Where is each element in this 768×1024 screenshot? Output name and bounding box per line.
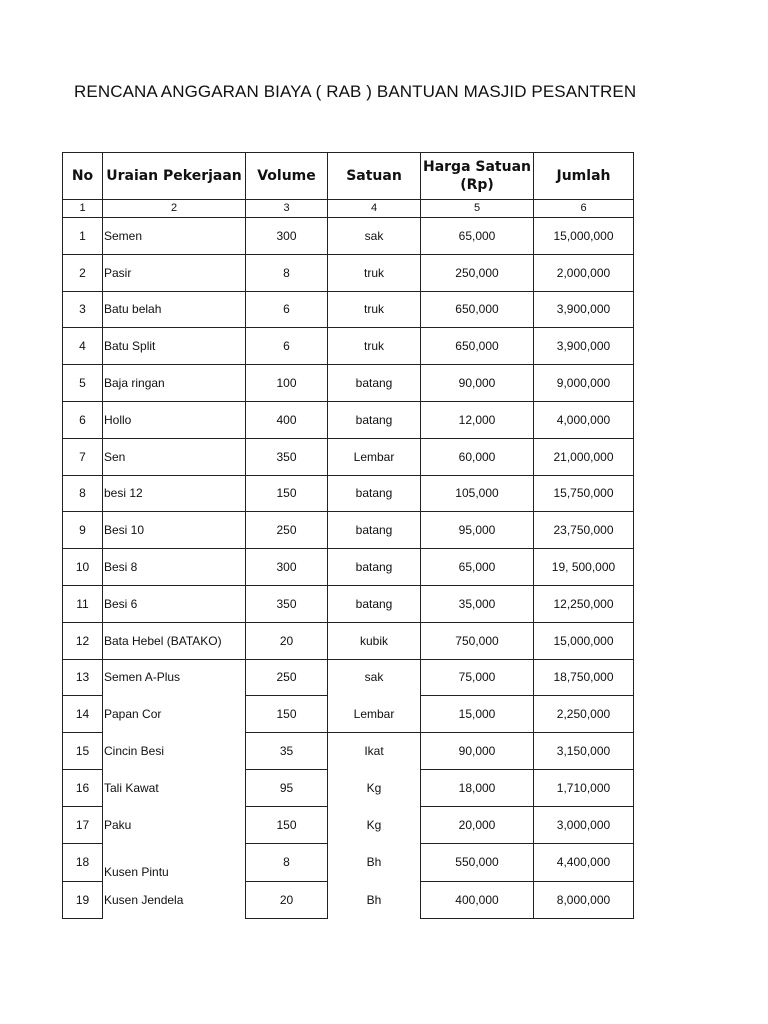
cell-satuan: batang (328, 475, 421, 512)
cell-uraian: Paku (103, 806, 246, 843)
cell-harga: 65,000 (421, 218, 534, 255)
cell-no: 7 (63, 438, 103, 475)
cell-satuan: Bh (328, 882, 421, 919)
cell-satuan: sak (328, 218, 421, 255)
cell-jumlah: 9,000,000 (534, 365, 634, 402)
cell-harga: 750,000 (421, 622, 534, 659)
cell-volume: 250 (246, 512, 328, 549)
table-row (63, 696, 634, 733)
cell-volume: 35 (246, 733, 328, 770)
cell-uraian: Batu Split (103, 328, 246, 365)
cell-volume: 300 (246, 218, 328, 255)
cell-jumlah: 8,000,000 (534, 882, 634, 919)
cell-jumlah: 2,250,000 (534, 696, 634, 733)
cell-jumlah: 21,000,000 (534, 438, 634, 475)
cell-volume: 150 (246, 806, 328, 843)
cell-no: 16 (63, 769, 103, 806)
cell-satuan: batang (328, 512, 421, 549)
cell-volume: 95 (246, 769, 328, 806)
cell-uraian: Pasir (103, 254, 246, 291)
cell-uraian: Kusen Pintu (103, 843, 246, 882)
cell-volume: 150 (246, 696, 328, 733)
cell-volume: 150 (246, 475, 328, 512)
cell-harga: 20,000 (421, 806, 534, 843)
cell-satuan: Ikat (328, 733, 421, 770)
table-row (63, 291, 634, 328)
cell-jumlah: 3,150,000 (534, 733, 634, 770)
cell-uraian: Papan Cor (103, 696, 246, 733)
cell-no: 1 (63, 218, 103, 255)
cell-uraian: Tali Kawat (103, 769, 246, 806)
header-no: No (63, 153, 103, 200)
cell-no: 13 (63, 659, 103, 696)
cell-no: 8 (63, 475, 103, 512)
cell-satuan: batang (328, 365, 421, 402)
header-harga: Harga Satuan (Rp) (421, 153, 534, 200)
cell-harga: 95,000 (421, 512, 534, 549)
table-row (63, 512, 634, 549)
table-row (63, 254, 634, 291)
cell-satuan: Bh (328, 843, 421, 882)
cell-volume: 100 (246, 365, 328, 402)
cell-no: 19 (63, 882, 103, 919)
cell-jumlah: 19, 500,000 (534, 549, 634, 586)
cell-satuan: sak (328, 659, 421, 696)
cell-harga: 650,000 (421, 291, 534, 328)
cell-uraian: Baja ringan (103, 365, 246, 402)
cell-volume: 8 (246, 254, 328, 291)
cell-harga: 400,000 (421, 882, 534, 919)
cell-jumlah: 3,000,000 (534, 806, 634, 843)
column-index: 4 (328, 200, 421, 218)
cell-no: 12 (63, 622, 103, 659)
cell-satuan: Lembar (328, 696, 421, 733)
table-row (63, 365, 634, 402)
cell-uraian: Batu belah (103, 291, 246, 328)
document-title: RENCANA ANGGARAN BIAYA ( RAB ) BANTUAN MASJID PESANTREN (74, 82, 637, 101)
cell-satuan: truk (328, 328, 421, 365)
cell-jumlah: 15,000,000 (534, 622, 634, 659)
table-row (63, 769, 634, 806)
cell-jumlah: 15,750,000 (534, 475, 634, 512)
cell-no: 14 (63, 696, 103, 733)
table-row (63, 401, 634, 438)
header-satuan: Satuan (328, 153, 421, 200)
table-row (63, 622, 634, 659)
cell-jumlah: 4,400,000 (534, 843, 634, 882)
cell-harga: 650,000 (421, 328, 534, 365)
column-index: 1 (63, 200, 103, 218)
cell-uraian: Kusen Jendela (103, 882, 246, 919)
cell-satuan: Kg (328, 769, 421, 806)
cell-jumlah: 15,000,000 (534, 218, 634, 255)
column-index-row (63, 200, 634, 218)
cell-uraian: Semen A-Plus (103, 659, 246, 696)
cell-uraian: Semen (103, 218, 246, 255)
cell-harga: 250,000 (421, 254, 534, 291)
cell-volume: 20 (246, 622, 328, 659)
cell-no: 5 (63, 365, 103, 402)
cell-no: 2 (63, 254, 103, 291)
column-index: 6 (534, 200, 634, 218)
cell-satuan: truk (328, 291, 421, 328)
header-volume: Volume (246, 153, 328, 200)
cell-volume: 350 (246, 438, 328, 475)
cell-harga: 60,000 (421, 438, 534, 475)
cell-jumlah: 23,750,000 (534, 512, 634, 549)
cell-harga: 90,000 (421, 733, 534, 770)
rab-table (62, 152, 634, 919)
cell-harga: 12,000 (421, 401, 534, 438)
cell-volume: 6 (246, 291, 328, 328)
cell-satuan: batang (328, 401, 421, 438)
cell-jumlah: 12,250,000 (534, 585, 634, 622)
cell-uraian: Cincin Besi (103, 733, 246, 770)
cell-jumlah: 18,750,000 (534, 659, 634, 696)
cell-volume: 400 (246, 401, 328, 438)
column-index: 2 (103, 200, 246, 218)
cell-satuan: batang (328, 585, 421, 622)
table-row (63, 549, 634, 586)
table-row (63, 733, 634, 770)
cell-no: 18 (63, 843, 103, 882)
cell-no: 3 (63, 291, 103, 328)
column-index: 3 (246, 200, 328, 218)
cell-satuan: kubik (328, 622, 421, 659)
cell-uraian: Bata Hebel (BATAKO) (103, 622, 246, 659)
cell-satuan: truk (328, 254, 421, 291)
cell-harga: 15,000 (421, 696, 534, 733)
header-uraian: Uraian Pekerjaan (103, 153, 246, 200)
cell-satuan: Kg (328, 806, 421, 843)
table-row (63, 475, 634, 512)
table-row (63, 843, 634, 882)
cell-no: 10 (63, 549, 103, 586)
column-index: 5 (421, 200, 534, 218)
cell-jumlah: 3,900,000 (534, 328, 634, 365)
cell-uraian: Sen (103, 438, 246, 475)
table-row (63, 659, 634, 696)
cell-uraian: besi 12 (103, 475, 246, 512)
cell-uraian: Besi 8 (103, 549, 246, 586)
cell-harga: 90,000 (421, 365, 534, 402)
table-row (63, 585, 634, 622)
cell-harga: 65,000 (421, 549, 534, 586)
header-jumlah: Jumlah (534, 153, 634, 200)
cell-uraian: Besi 10 (103, 512, 246, 549)
cell-jumlah: 4,000,000 (534, 401, 634, 438)
cell-no: 9 (63, 512, 103, 549)
table-row (63, 218, 634, 255)
cell-uraian: Besi 6 (103, 585, 246, 622)
cell-volume: 8 (246, 843, 328, 882)
table-row (63, 806, 634, 843)
table-row (63, 328, 634, 365)
cell-jumlah: 1,710,000 (534, 769, 634, 806)
cell-satuan: batang (328, 549, 421, 586)
cell-uraian: Hollo (103, 401, 246, 438)
cell-harga: 105,000 (421, 475, 534, 512)
cell-volume: 20 (246, 882, 328, 919)
cell-harga: 35,000 (421, 585, 534, 622)
cell-no: 4 (63, 328, 103, 365)
cell-no: 6 (63, 401, 103, 438)
cell-satuan: Lembar (328, 438, 421, 475)
cell-volume: 300 (246, 549, 328, 586)
cell-jumlah: 2,000,000 (534, 254, 634, 291)
cell-volume: 250 (246, 659, 328, 696)
cell-no: 11 (63, 585, 103, 622)
cell-no: 17 (63, 806, 103, 843)
cell-harga: 550,000 (421, 843, 534, 882)
table-row (63, 882, 634, 919)
cell-harga: 18,000 (421, 769, 534, 806)
cell-harga: 75,000 (421, 659, 534, 696)
table-row (63, 438, 634, 475)
cell-jumlah: 3,900,000 (534, 291, 634, 328)
cell-volume: 6 (246, 328, 328, 365)
cell-no: 15 (63, 733, 103, 770)
table-header-row (63, 153, 634, 200)
cell-volume: 350 (246, 585, 328, 622)
